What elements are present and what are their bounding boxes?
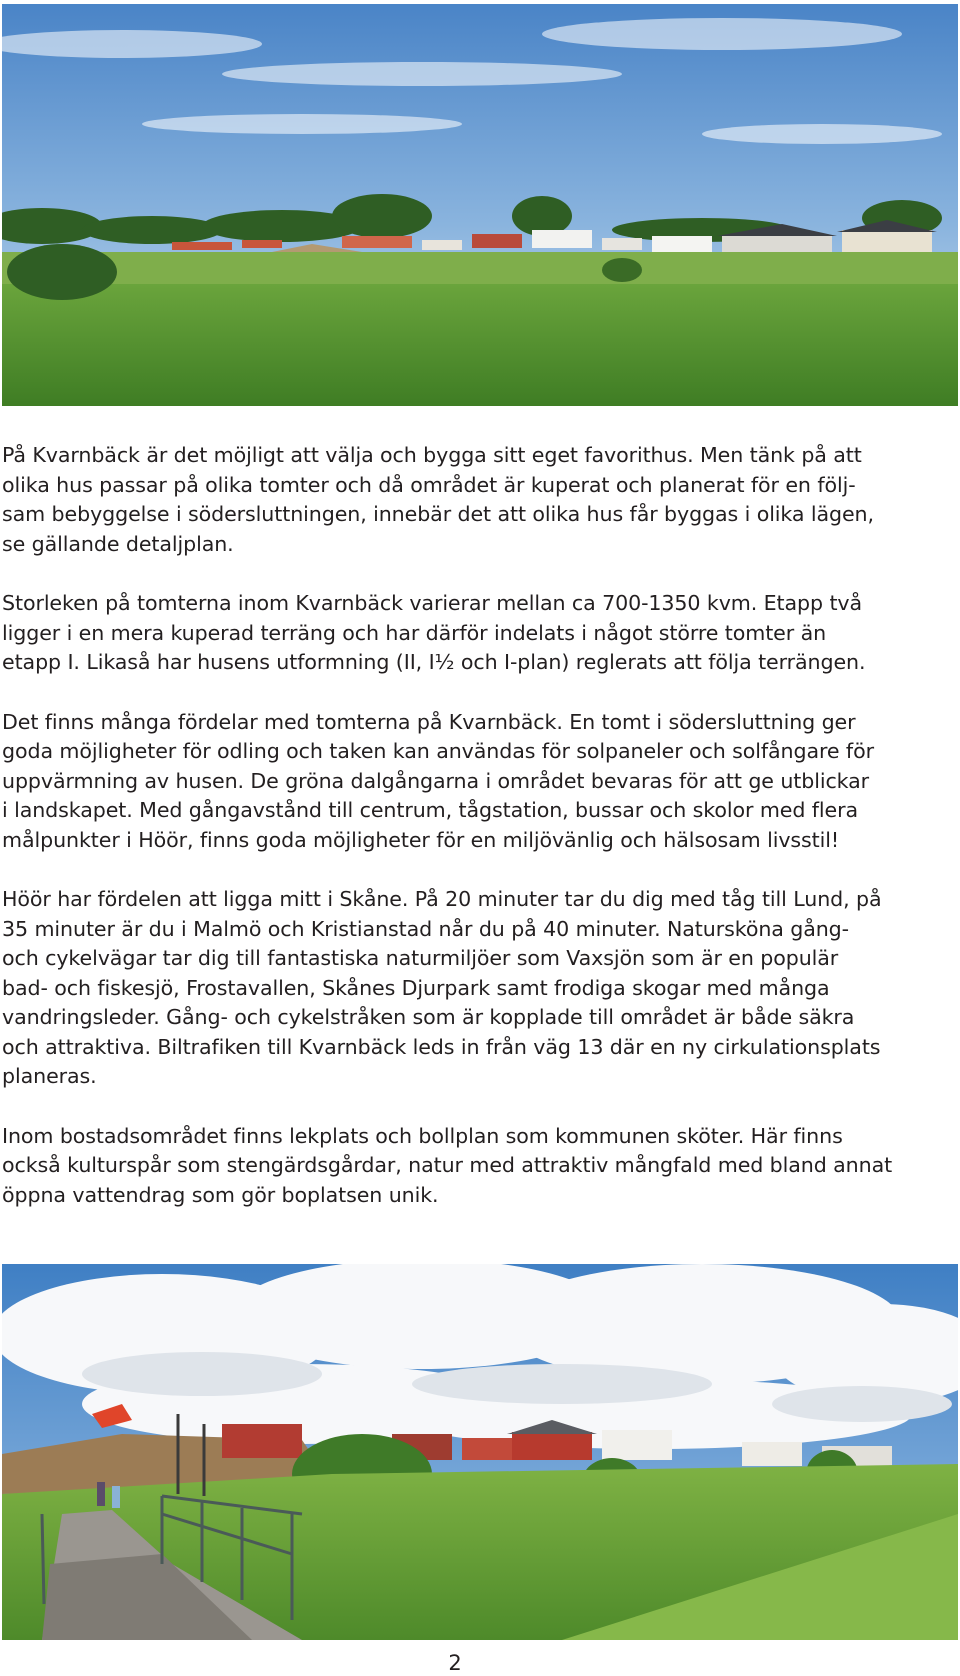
landscape-photo-field xyxy=(2,4,958,406)
paragraph-favorite-house: På Kvarnbäck är det möjligt att välja och bygga sitt eget favorithus. Men tänk på att olika hus passar på olika tomter och då området är kuperat och planerat för en följ- sam bebyggelse i södersluttningen, innebär det att olika hus får byggas i olika lägen, se gällande detaljplan. xyxy=(2,443,874,556)
paragraph-location: Höör har fördelen att ligga mitt i Skåne. På 20 minuter tar du dig med tåg till Lund, på 35 minuter är du i Malmö och Kristianstad når du på 40 minuter. Natursköna gång- och cykelvägar tar dig till fantastiska naturmiljöer som Vaxsjön som är en populär bad- och fiskesjö, Frostavallen, Skånes Djurpark samt frodiga skogar med många vandringsleder. Gång- och cykelstråken som är kopplade till området är både säkra och attraktiva. Biltrafiken till Kvarnbäck leds in från väg 13 där en ny cirkulationsplats planeras. xyxy=(2,887,882,1088)
landscape-photo-bridge-image xyxy=(2,1264,958,1640)
paragraph-playground: Inom bostadsområdet finns lekplats och bollplan som kommunen sköter. Här finns också kulturspår som stengärdsgårdar, natur med attraktiv mångfald med bland annat öppna vattendrag som gör boplatsen unik. xyxy=(2,1123,893,1207)
paragraph-advantages: Det finns många fördelar med tomterna på Kvarnbäck. En tomt i södersluttning ger goda möjligheter för odling och taken kan användas för solpaneler och solfångare för uppvärmning av husen. De gröna dalgångarna i området bevaras för att ge utblickar i landskapet. Med gångavstånd till centrum, tågstation, bussar och skolor med flera målpunkter i Höör, finns goda möjligheter för en miljövänlig och hälsosam livsstil! xyxy=(2,709,874,852)
landscape-photo-field-image xyxy=(2,4,958,406)
paragraph-plot-size: Storleken på tomterna inom Kvarnbäck varierar mellan ca 700-1350 kvm. Etapp två ligger i en mera kuperad terräng och har därför indelats i något större tomter än etapp I. Likaså har husens utformning (II, I½ och I-plan) reglerats att följa terrängen. xyxy=(2,591,866,674)
body-text xyxy=(2,441,958,1240)
page-number: 2 xyxy=(448,1651,462,1675)
landscape-photo-bridge xyxy=(2,1264,958,1640)
